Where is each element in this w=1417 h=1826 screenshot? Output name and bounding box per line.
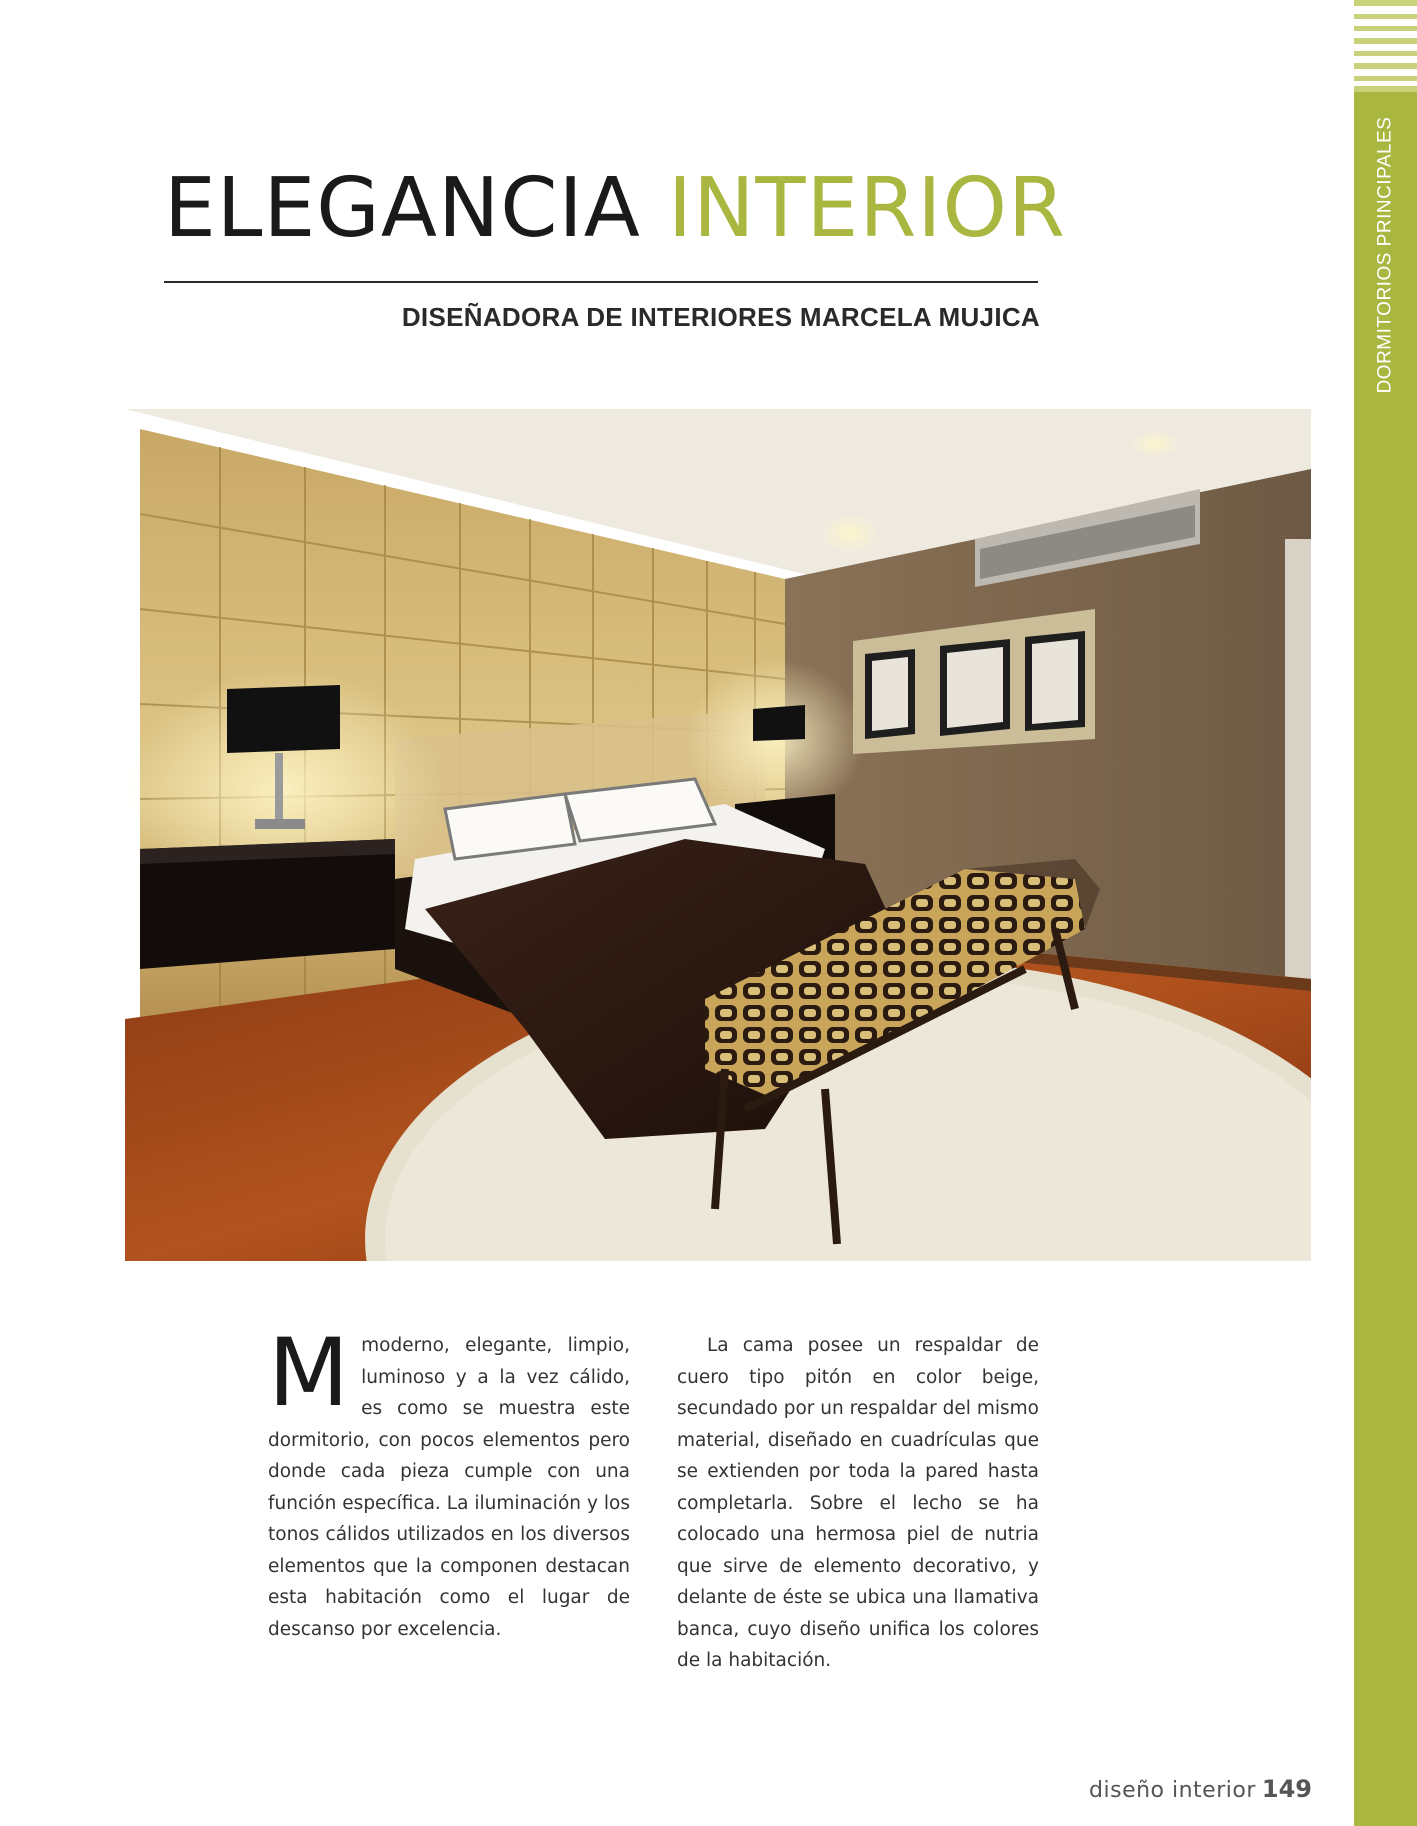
article-title	[164, 161, 1067, 256]
page-footer	[900, 1777, 1312, 1802]
title-accent: INTERIOR	[667, 161, 1067, 256]
tab-stripes	[1354, 0, 1417, 92]
body-column-2: La cama posee un respaldar de cuero tipo pitón en color beige, secundado por un respaldar del mismo material, diseñado en cuadrículas que se extienden por toda la pared hasta completarla. Sobre el lecho se ha colocado una hermosa piel de nutria que sirve de elemento decorativo, y delante de éste se ubica una llamativa banca, cuyo diseño unifica los colores de la habitación.	[677, 1335, 1039, 1671]
body-text-1: moderno, elegante, limpio, luminoso y a la vez cálido, es como se muestra este dormitorio, con pocos elementos pero donde cada pieza cumple con una función específica. La iluminación y los tonos cálidos utilizados en los diversos elementos que la componen destacan esta habitación como el lugar de descanso por excelencia.	[268, 1335, 630, 1640]
title-divider	[164, 281, 1038, 283]
bedroom-photo	[125, 409, 1311, 1261]
title-dark: ELEGANCIA	[164, 161, 641, 256]
article-subtitle: DISEÑADORA DE INTERIORES MARCELA MUJICA	[401, 302, 1040, 332]
dropcap: M	[268, 1319, 350, 1428]
section-label: DORMITORIOS PRINCIPALES	[1374, 116, 1396, 394]
page-number: 149	[1261, 1775, 1312, 1803]
body-column-1	[268, 1319, 630, 1645]
magazine-name: diseño interior	[1089, 1778, 1256, 1803]
